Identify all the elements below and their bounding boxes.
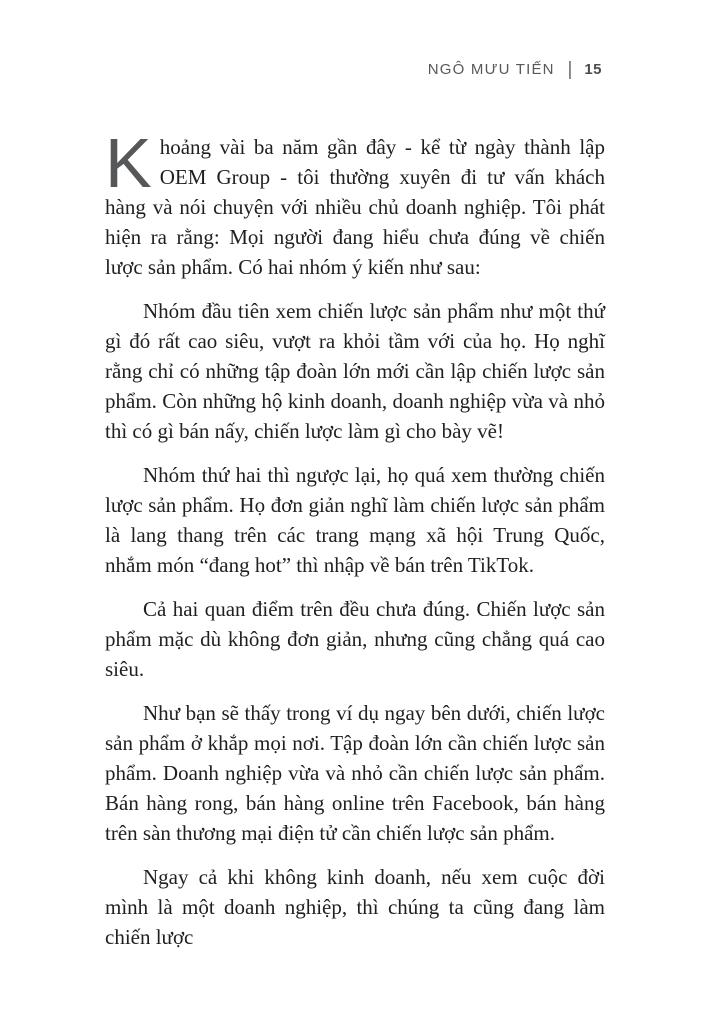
paragraph-examples: Như bạn sẽ thấy trong ví dụ ngay bên dưới, chiến lược sản phẩm ở khắp mọi nơi. Tập đoàn lớn cần chiến lược sản phẩm. Doanh nghiệp vừa và nhỏ cần chiến lược sản phẩm. Bán hàng rong, bán hàng online trên Facebook, bán hàng trên sàn thương mại điện tử cần chiến lược sản phẩm. — [105, 701, 605, 845]
paragraph-life-business: Ngay cả khi không kinh doanh, nếu xem cuộc đời mình là một doanh nghiệp, thì chúng ta cũng đang làm chiến lược — [105, 865, 605, 949]
page-body — [105, 124, 605, 966]
running-header — [428, 59, 602, 79]
paragraph-first-group: Nhóm đầu tiên xem chiến lược sản phẩm như một thứ gì đó rất cao siêu, vượt ra khỏi tầm với của họ. Họ nghĩ rằng chỉ có những tập đoàn lớn mới cần lập chiến lược sản phẩm. Còn những hộ kinh doanh, doanh nghiệp vừa và nhỏ thì có gì bán nấy, chiến lược làm gì cho bày vẽ! — [105, 299, 605, 443]
paragraph-both-views: Cả hai quan điểm trên đều chưa đúng. Chiến lược sản phẩm mặc dù không đơn giản, nhưng cũng chẳng quá cao siêu. — [105, 597, 605, 681]
paragraph-opening-text: hoảng vài ba năm gần đây - kể từ ngày thành lập OEM Group - tôi thường xuyên đi tư vấn khách hàng và nói chuyện với nhiều chủ doanh nghiệp. Tôi phát hiện ra rằng: Mọi người đang hiểu chưa đúng về chiến lược sản phẩm. Có hai nhóm ý kiến như sau: — [105, 135, 605, 279]
dropcap-letter: K — [105, 124, 152, 202]
paragraph-opening — [105, 124, 605, 282]
page-number: 15 — [584, 60, 602, 78]
paragraph-second-group: Nhóm thứ hai thì ngược lại, họ quá xem thường chiến lược sản phẩm. Họ đơn giản nghĩ làm chiến lược sản phẩm là lang thang trên các trang mạng xã hội Trung Quốc, nhắm món “đang hot” thì nhập về bán trên TikTok. — [105, 463, 605, 577]
running-title: NGÔ MƯU TIẾN — [427, 60, 555, 78]
header-separator: | — [567, 57, 574, 80]
